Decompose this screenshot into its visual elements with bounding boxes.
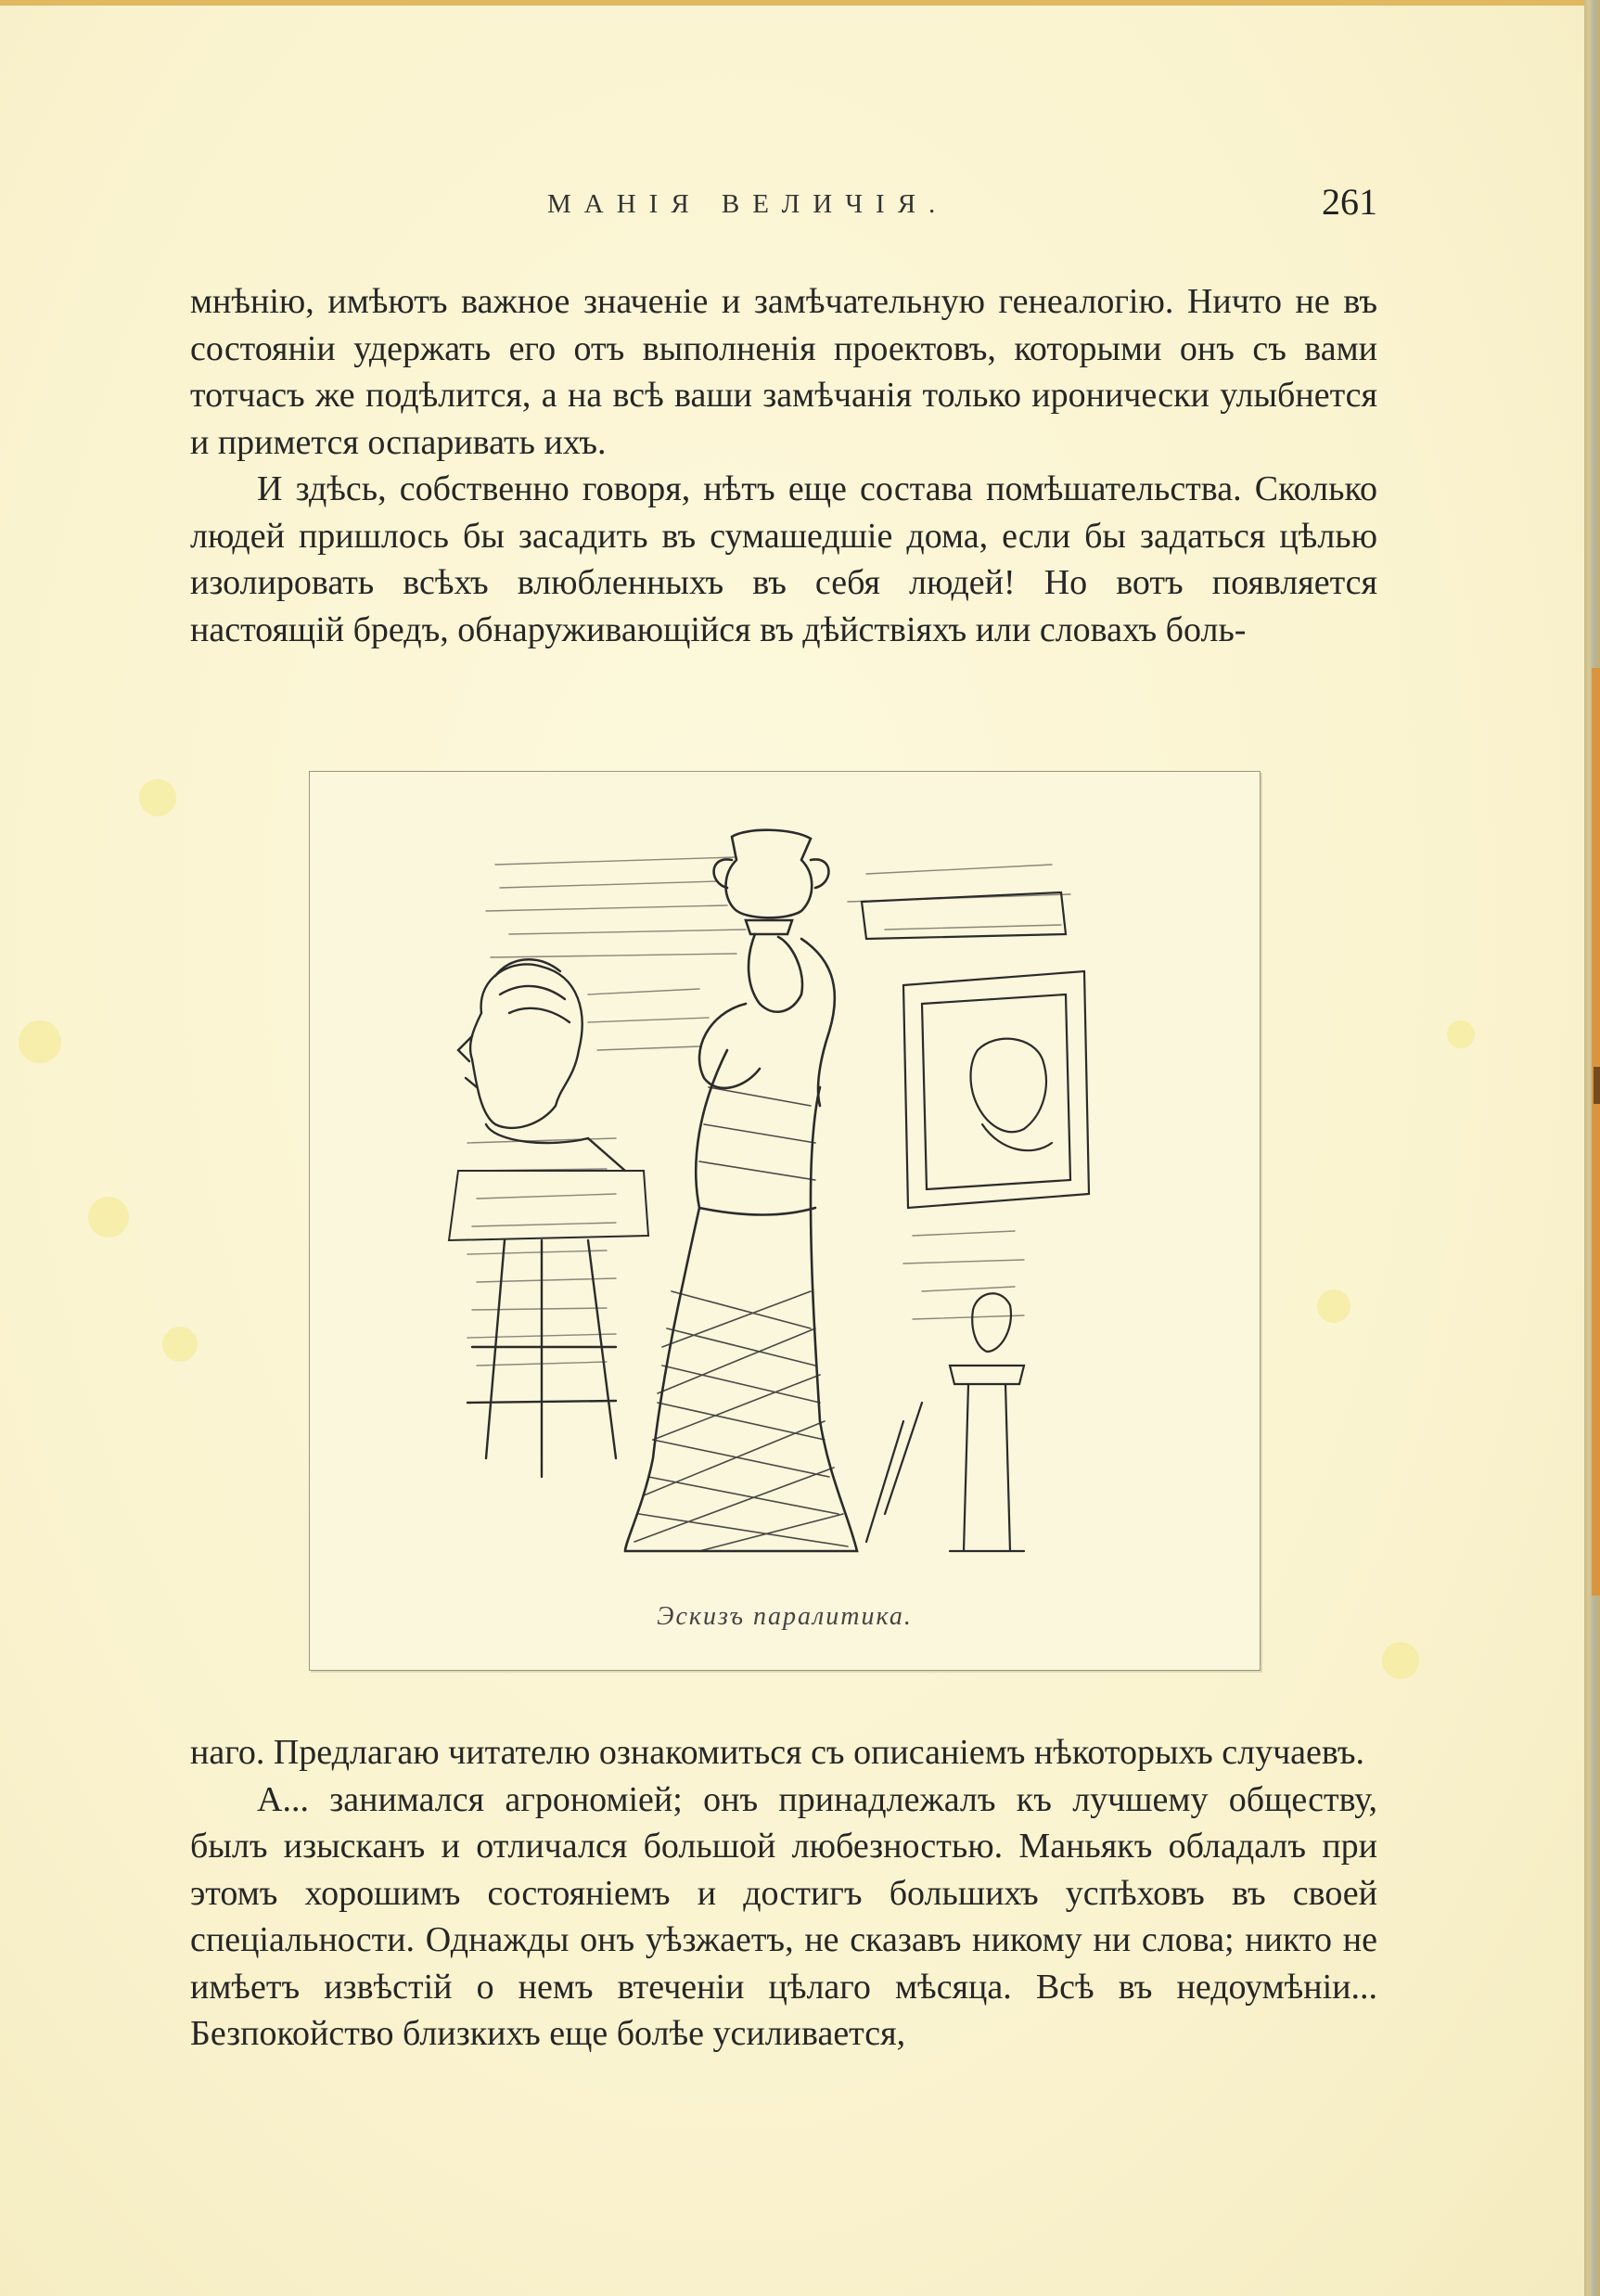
foxing-spot <box>1317 1289 1350 1323</box>
bust-sketch <box>449 959 648 1477</box>
body-text-bottom <box>190 1729 1377 2147</box>
paragraph: наго. Предлагаю читателю ознакомиться съ описаніемъ нѣкоторыхъ случаевъ. <box>190 1733 1365 1772</box>
foxing-spot <box>139 779 176 816</box>
framed-portrait-sketch <box>862 892 1089 1208</box>
body-text-top <box>190 278 1377 724</box>
vase-sketch <box>714 830 829 934</box>
foxing-spot <box>88 1197 129 1238</box>
pedestal-sketch <box>866 1293 1024 1551</box>
figure-caption: Эскизъ паралитика. <box>657 1602 913 1631</box>
book-spine-accent <box>1592 668 1600 1596</box>
paragraph: мнѣнію, имѣютъ важное значеніе и замѣчательную генеалогію. Ничто не въ состояніи удержать его отъ выполненія проектовъ, которыми онъ съ вами тотчасъ же подѣлится, а на всѣ ваши замѣчанія только иронически улыбнется и примется оспаривать ихъ. <box>190 282 1377 462</box>
running-title: МАНІЯ ВЕЛИЧІЯ. <box>547 189 949 219</box>
foxing-spot <box>1447 1020 1475 1048</box>
page-number: 261 <box>1322 181 1377 223</box>
page-top-edge <box>0 0 1600 6</box>
paragraph: А... занимался агрономіей; онъ принадлежалъ къ лучшему обществу, былъ изысканъ и отличался большой любезностью. Маньякъ обладалъ при этомъ хорошимъ состояніемъ и достигъ большихъ успѣховъ въ своей спеціальности. Однажды онъ уѣзжаетъ, не сказавъ никому ни слова; никто не имѣетъ извѣстій о немъ втеченіи цѣлаго мѣсяца. Всѣ въ недоумѣніи... Безпокойство близкихъ еще болѣе усиливается, <box>190 1779 1377 2053</box>
foxing-spot <box>1382 1642 1419 1679</box>
running-header <box>186 181 1377 239</box>
paragraph: И здѣсь, собственно говоря, нѣтъ еще состава помѣшательства. Сколько людей пришлось бы засадить въ сумашедшіе дома, если бы задаться цѣлью изолировать всѣхъ влюбленныхъ въ себя людей! Но вотъ появляется настоящій бредъ, обнаруживающійся въ дѣйствіяхъ или словахъ боль- <box>190 469 1377 649</box>
foxing-spot <box>162 1327 198 1362</box>
dress-crosshatch <box>634 1087 848 1551</box>
foxing-spot <box>19 1020 61 1063</box>
illustration <box>309 771 1261 1671</box>
book-spine-mark <box>1594 1067 1600 1104</box>
sketch-illustration <box>310 772 1260 1670</box>
